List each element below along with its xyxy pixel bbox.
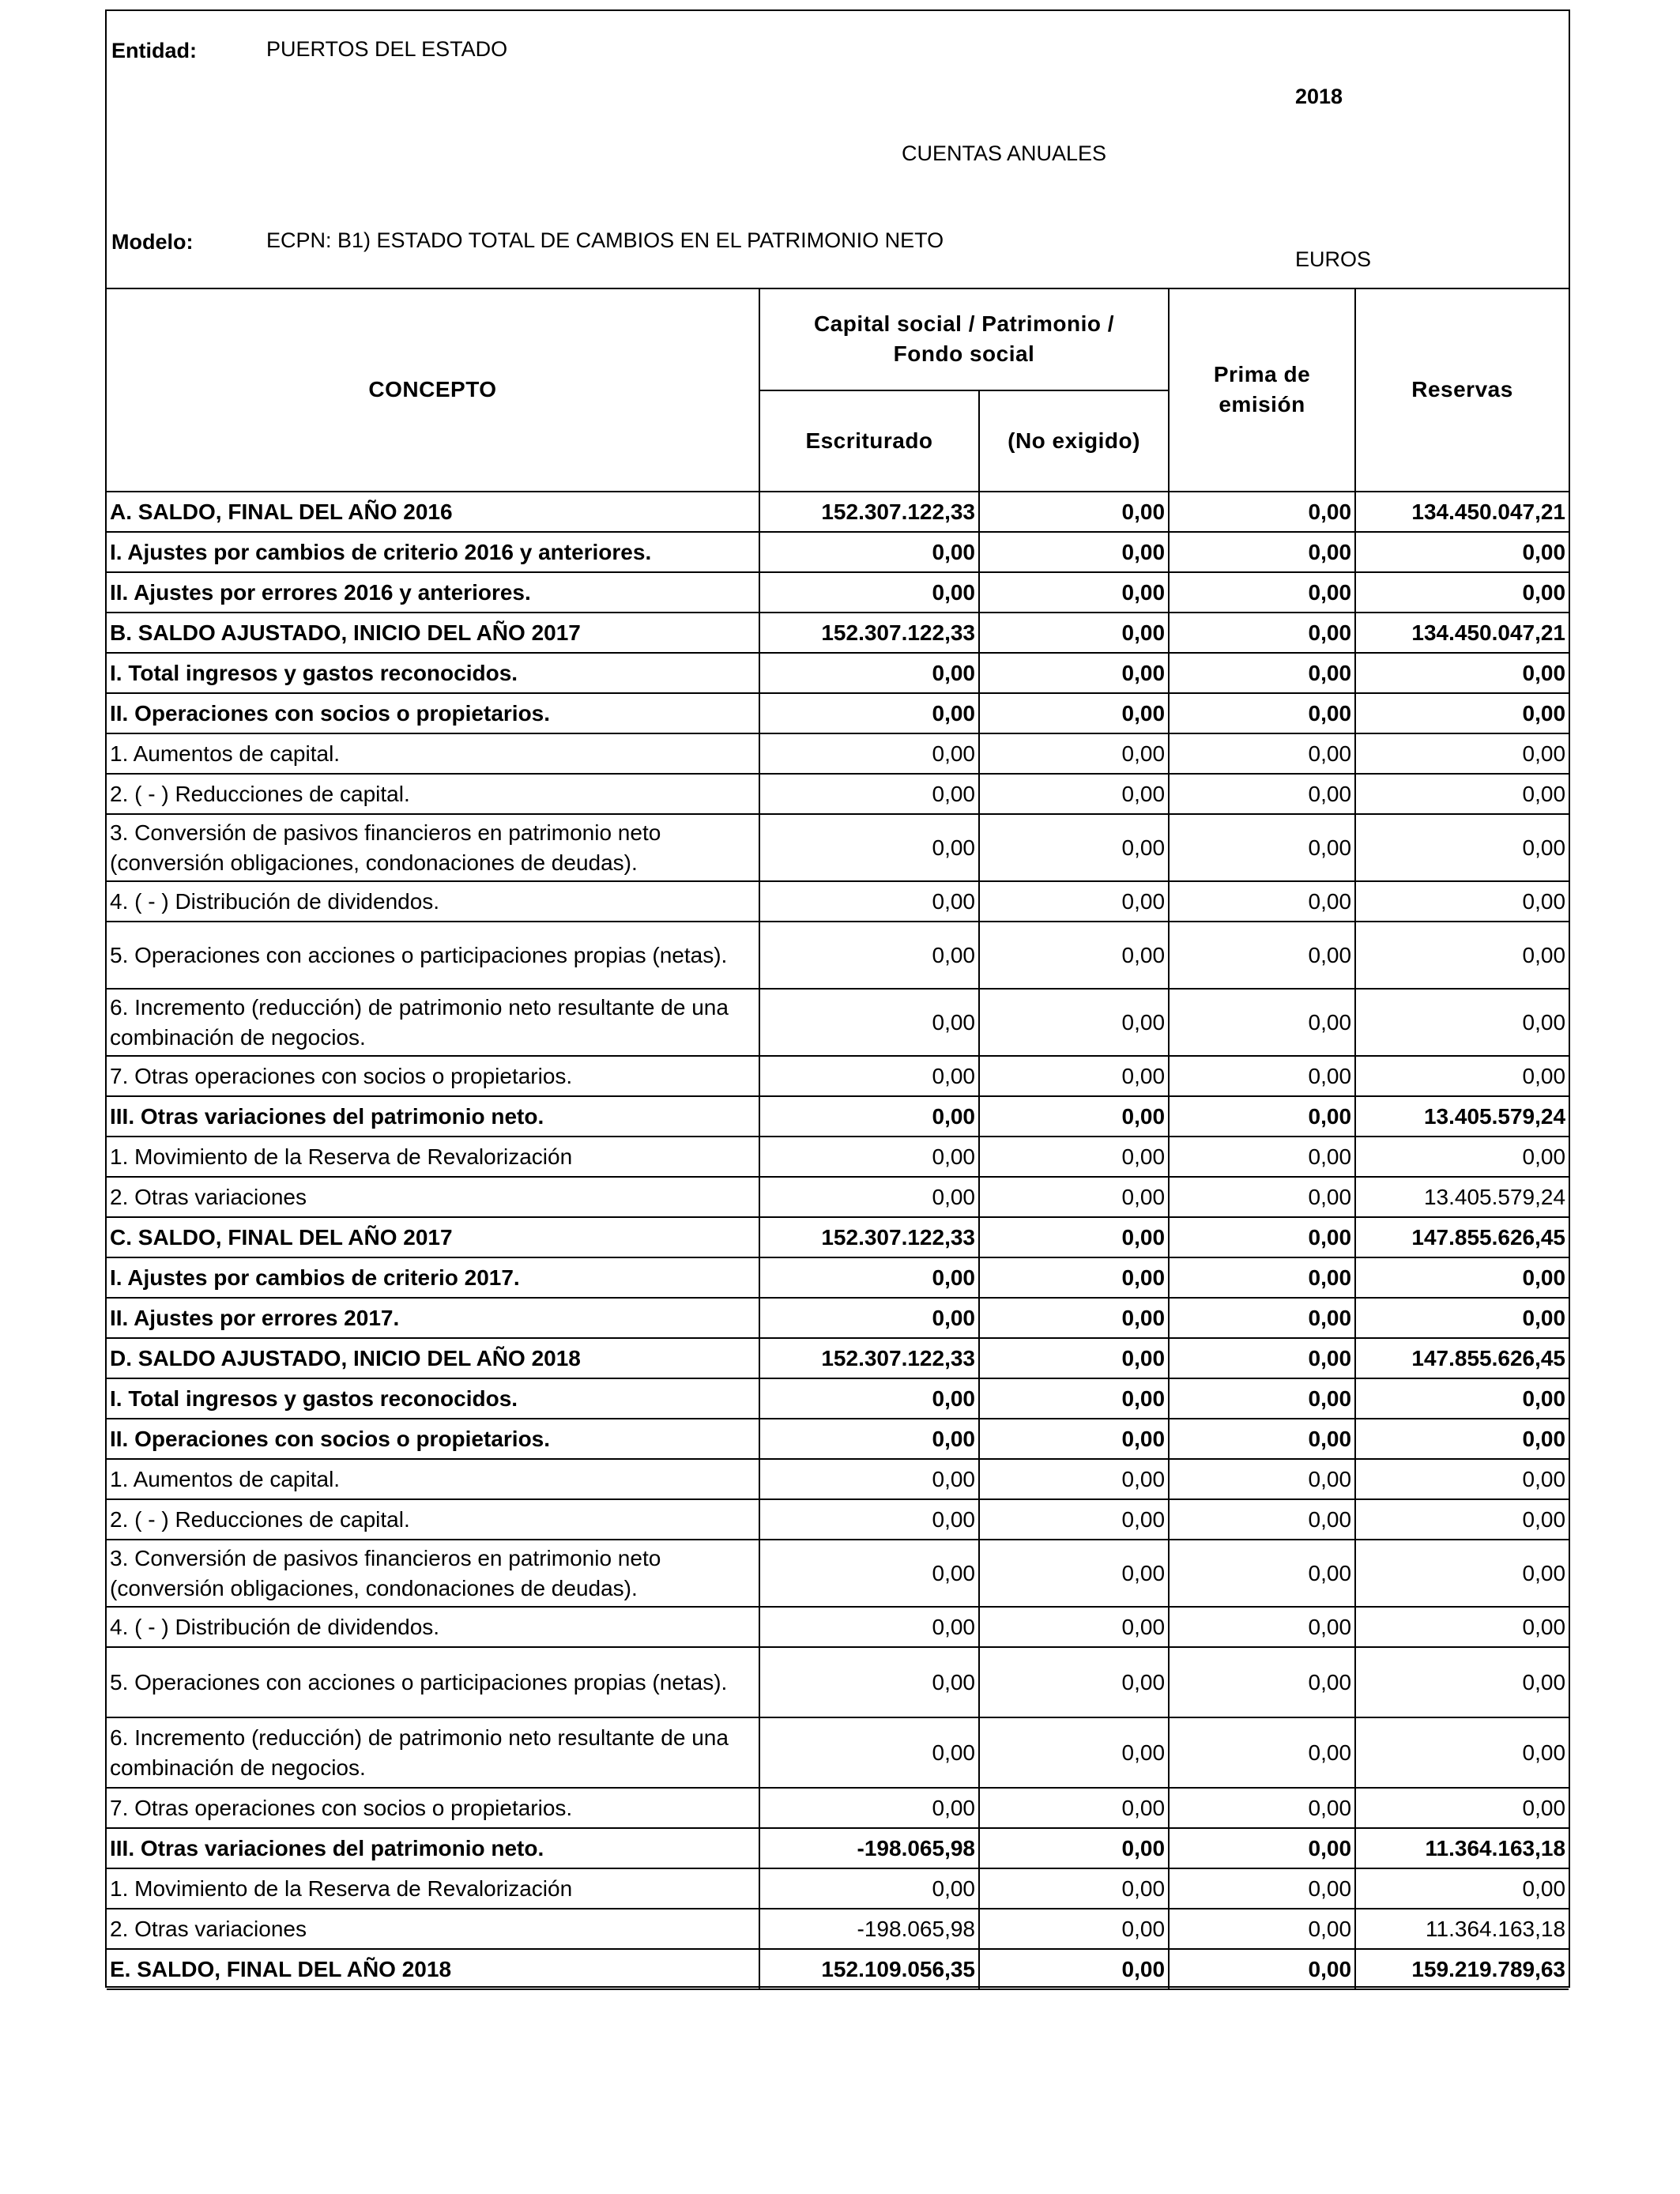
escriturado-cell: -198.065,98 — [759, 1909, 979, 1949]
entity-label: Entidad: — [111, 39, 197, 62]
no-exigido-cell: 0,00 — [979, 814, 1169, 881]
table-row — [107, 1788, 1569, 1828]
no-exigido-cell: 0,00 — [979, 1056, 1169, 1096]
table-row — [107, 1459, 1569, 1499]
table-row — [107, 774, 1569, 814]
no-exigido-cell: 0,00 — [979, 1338, 1169, 1378]
reservas-cell: 0,00 — [1355, 733, 1569, 774]
reservas-cell: 0,00 — [1355, 989, 1569, 1056]
reservas-cell: 159.219.789,63 — [1355, 1949, 1569, 1989]
no-exigido-cell: 0,00 — [979, 1607, 1169, 1647]
prima-cell: 0,00 — [1169, 1056, 1355, 1096]
concept-cell: I. Total ingresos y gastos reconocidos. — [107, 653, 759, 693]
no-exigido-cell: 0,00 — [979, 613, 1169, 653]
reservas-cell: 0,00 — [1355, 1257, 1569, 1298]
reservas-cell: 0,00 — [1355, 693, 1569, 733]
prima-cell: 0,00 — [1169, 1540, 1355, 1607]
prima-cell: 0,00 — [1169, 492, 1355, 532]
prima-cell: 0,00 — [1169, 1217, 1355, 1257]
concept-cell: 6. Incremento (reducción) de patrimonio neto resultante de una combinación de negocios. — [107, 989, 759, 1056]
reservas-cell: 0,00 — [1355, 1868, 1569, 1909]
table-row — [107, 881, 1569, 922]
escriturado-cell: 152.307.122,33 — [759, 1217, 979, 1257]
no-exigido-cell: 0,00 — [979, 693, 1169, 733]
reservas-cell: 0,00 — [1355, 572, 1569, 613]
prima-cell: 0,00 — [1169, 613, 1355, 653]
escriturado-cell: 0,00 — [759, 1419, 979, 1459]
reservas-cell: 0,00 — [1355, 1540, 1569, 1607]
prima-cell: 0,00 — [1169, 1868, 1355, 1909]
prima-cell: 0,00 — [1169, 1607, 1355, 1647]
no-exigido-cell: 0,00 — [979, 1096, 1169, 1137]
table-row — [107, 492, 1569, 532]
concept-cell: II. Ajustes por errores 2017. — [107, 1298, 759, 1338]
concept-cell: 4. ( - ) Distribución de dividendos. — [107, 1607, 759, 1647]
concept-cell: 1. Movimiento de la Reserva de Revalorización — [107, 1868, 759, 1909]
concept-cell: 7. Otras operaciones con socios o propietarios. — [107, 1788, 759, 1828]
no-exigido-cell: 0,00 — [979, 1137, 1169, 1177]
no-exigido-cell: 0,00 — [979, 492, 1169, 532]
table-row — [107, 1298, 1569, 1338]
concept-cell: III. Otras variaciones del patrimonio neto. — [107, 1828, 759, 1868]
no-exigido-cell: 0,00 — [979, 1419, 1169, 1459]
reservas-cell: 0,00 — [1355, 881, 1569, 922]
concept-cell: B. SALDO AJUSTADO, INICIO DEL AÑO 2017 — [107, 613, 759, 653]
reservas-cell: 11.364.163,18 — [1355, 1828, 1569, 1868]
escriturado-cell: 0,00 — [759, 922, 979, 989]
col-header-escriturado: Escriturado — [759, 390, 979, 492]
escriturado-cell: 0,00 — [759, 532, 979, 572]
prima-cell: 0,00 — [1169, 989, 1355, 1056]
no-exigido-cell: 0,00 — [979, 1378, 1169, 1419]
model-value: ECPN: B1) ESTADO TOTAL DE CAMBIOS EN EL PATRIMONIO NETO — [266, 228, 944, 252]
prima-cell: 0,00 — [1169, 1459, 1355, 1499]
table-row — [107, 1828, 1569, 1868]
prima-cell: 0,00 — [1169, 1499, 1355, 1540]
no-exigido-cell: 0,00 — [979, 572, 1169, 613]
no-exigido-cell: 0,00 — [979, 653, 1169, 693]
table-row — [107, 613, 1569, 653]
escriturado-cell: 0,00 — [759, 1056, 979, 1096]
reservas-cell: 147.855.626,45 — [1355, 1217, 1569, 1257]
no-exigido-cell: 0,00 — [979, 1217, 1169, 1257]
escriturado-cell: 0,00 — [759, 1647, 979, 1717]
escriturado-cell: 0,00 — [759, 1096, 979, 1137]
col-header-concepto: CONCEPTO — [107, 288, 759, 492]
no-exigido-cell: 0,00 — [979, 1540, 1169, 1607]
no-exigido-cell: 0,00 — [979, 881, 1169, 922]
prima-cell: 0,00 — [1169, 572, 1355, 613]
table-row — [107, 572, 1569, 613]
escriturado-cell: 0,00 — [759, 1788, 979, 1828]
reservas-cell: 0,00 — [1355, 1788, 1569, 1828]
table-row — [107, 1949, 1569, 1989]
equity-changes-table — [107, 288, 1569, 1990]
escriturado-cell: 0,00 — [759, 774, 979, 814]
escriturado-cell: 0,00 — [759, 1137, 979, 1177]
reservas-cell: 0,00 — [1355, 1717, 1569, 1788]
table-row — [107, 1868, 1569, 1909]
reservas-cell: 0,00 — [1355, 814, 1569, 881]
prima-cell: 0,00 — [1169, 1257, 1355, 1298]
prima-cell: 0,00 — [1169, 774, 1355, 814]
concept-cell: A. SALDO, FINAL DEL AÑO 2016 — [107, 492, 759, 532]
escriturado-cell: 0,00 — [759, 733, 979, 774]
reservas-cell: 0,00 — [1355, 1298, 1569, 1338]
escriturado-cell: 0,00 — [759, 989, 979, 1056]
table-row — [107, 532, 1569, 572]
model-label: Modelo: — [111, 230, 194, 254]
concept-cell: 1. Aumentos de capital. — [107, 733, 759, 774]
prima-cell: 0,00 — [1169, 653, 1355, 693]
escriturado-cell: 0,00 — [759, 572, 979, 613]
prima-cell: 0,00 — [1169, 1647, 1355, 1717]
escriturado-cell: 0,00 — [759, 1378, 979, 1419]
escriturado-cell: 152.307.122,33 — [759, 1338, 979, 1378]
no-exigido-cell: 0,00 — [979, 1909, 1169, 1949]
escriturado-cell: 0,00 — [759, 814, 979, 881]
concept-cell: 4. ( - ) Distribución de dividendos. — [107, 881, 759, 922]
escriturado-cell: 0,00 — [759, 1499, 979, 1540]
table-row — [107, 1338, 1569, 1378]
table-row — [107, 1499, 1569, 1540]
no-exigido-cell: 0,00 — [979, 733, 1169, 774]
prima-cell: 0,00 — [1169, 1788, 1355, 1828]
prima-cell: 0,00 — [1169, 733, 1355, 774]
reservas-cell: 0,00 — [1355, 1459, 1569, 1499]
reservas-cell: 0,00 — [1355, 653, 1569, 693]
prima-cell: 0,00 — [1169, 1949, 1355, 1989]
no-exigido-cell: 0,00 — [979, 1949, 1169, 1989]
statement-header — [107, 11, 1569, 289]
prima-cell: 0,00 — [1169, 1338, 1355, 1378]
reservas-cell: 0,00 — [1355, 922, 1569, 989]
no-exigido-cell: 0,00 — [979, 1717, 1169, 1788]
table-row — [107, 1096, 1569, 1137]
no-exigido-cell: 0,00 — [979, 1828, 1169, 1868]
reservas-cell: 0,00 — [1355, 1378, 1569, 1419]
prima-cell: 0,00 — [1169, 1096, 1355, 1137]
reservas-cell: 13.405.579,24 — [1355, 1177, 1569, 1217]
concept-cell: I. Ajustes por cambios de criterio 2017. — [107, 1257, 759, 1298]
prima-cell: 0,00 — [1169, 1137, 1355, 1177]
escriturado-cell: 0,00 — [759, 1298, 979, 1338]
escriturado-cell: 0,00 — [759, 653, 979, 693]
no-exigido-cell: 0,00 — [979, 922, 1169, 989]
table-row — [107, 1607, 1569, 1647]
statement-frame — [105, 9, 1570, 1988]
concept-cell: 2. Otras variaciones — [107, 1177, 759, 1217]
table-row — [107, 814, 1569, 881]
concept-cell: 2. ( - ) Reducciones de capital. — [107, 774, 759, 814]
reservas-cell: 147.855.626,45 — [1355, 1338, 1569, 1378]
reservas-cell: 11.364.163,18 — [1355, 1909, 1569, 1949]
concept-cell: 7. Otras operaciones con socios o propietarios. — [107, 1056, 759, 1096]
escriturado-cell: 0,00 — [759, 1177, 979, 1217]
prima-cell: 0,00 — [1169, 922, 1355, 989]
concept-cell: II. Operaciones con socios o propietarios. — [107, 693, 759, 733]
concept-cell: III. Otras variaciones del patrimonio neto. — [107, 1096, 759, 1137]
concept-cell: 6. Incremento (reducción) de patrimonio neto resultante de una combinación de negocios. — [107, 1717, 759, 1788]
escriturado-cell: 0,00 — [759, 1459, 979, 1499]
reservas-cell: 0,00 — [1355, 1647, 1569, 1717]
col-header-no-exigido: (No exigido) — [979, 390, 1169, 492]
prima-cell: 0,00 — [1169, 814, 1355, 881]
concept-cell: 3. Conversión de pasivos financieros en patrimonio neto (conversión obligaciones, condonaciones de deudas). — [107, 814, 759, 881]
reservas-cell: 0,00 — [1355, 1056, 1569, 1096]
table-row — [107, 1056, 1569, 1096]
reservas-cell: 0,00 — [1355, 532, 1569, 572]
table-row — [107, 1177, 1569, 1217]
prima-cell: 0,00 — [1169, 1378, 1355, 1419]
table-row — [107, 733, 1569, 774]
reservas-cell: 0,00 — [1355, 1607, 1569, 1647]
no-exigido-cell: 0,00 — [979, 1499, 1169, 1540]
table-row — [107, 1647, 1569, 1717]
prima-cell: 0,00 — [1169, 1717, 1355, 1788]
escriturado-cell: 0,00 — [759, 1717, 979, 1788]
prima-cell: 0,00 — [1169, 1177, 1355, 1217]
table-row — [107, 1137, 1569, 1177]
table-row — [107, 922, 1569, 989]
table-row — [107, 1217, 1569, 1257]
reservas-cell: 0,00 — [1355, 1419, 1569, 1459]
escriturado-cell: 0,00 — [759, 1540, 979, 1607]
prima-cell: 0,00 — [1169, 1828, 1355, 1868]
col-header-prima: Prima de emisión — [1169, 288, 1355, 492]
concept-cell: D. SALDO AJUSTADO, INICIO DEL AÑO 2018 — [107, 1338, 759, 1378]
concept-cell: 2. Otras variaciones — [107, 1909, 759, 1949]
reservas-cell: 0,00 — [1355, 1499, 1569, 1540]
escriturado-cell: 0,00 — [759, 1257, 979, 1298]
concept-cell: II. Ajustes por errores 2016 y anteriores. — [107, 572, 759, 613]
concept-cell: 2. ( - ) Reducciones de capital. — [107, 1499, 759, 1540]
table-row — [107, 1717, 1569, 1788]
prima-cell: 0,00 — [1169, 532, 1355, 572]
escriturado-cell: 152.109.056,35 — [759, 1949, 979, 1989]
prima-cell: 0,00 — [1169, 1909, 1355, 1949]
no-exigido-cell: 0,00 — [979, 1868, 1169, 1909]
escriturado-cell: -198.065,98 — [759, 1828, 979, 1868]
escriturado-cell: 0,00 — [759, 881, 979, 922]
table-row — [107, 989, 1569, 1056]
concept-cell: 5. Operaciones con acciones o participaciones propias (netas). — [107, 1647, 759, 1717]
table-row — [107, 1257, 1569, 1298]
concept-cell: E. SALDO, FINAL DEL AÑO 2018 — [107, 1949, 759, 1989]
table-row — [107, 1419, 1569, 1459]
reservas-cell: 134.450.047,21 — [1355, 613, 1569, 653]
escriturado-cell: 0,00 — [759, 1868, 979, 1909]
prima-cell: 0,00 — [1169, 693, 1355, 733]
concept-cell: C. SALDO, FINAL DEL AÑO 2017 — [107, 1217, 759, 1257]
year: 2018 — [1295, 85, 1343, 108]
table-row — [107, 1540, 1569, 1607]
reservas-cell: 0,00 — [1355, 1137, 1569, 1177]
col-header-capital: Capital social / Patrimonio / Fondo social — [759, 288, 1169, 390]
prima-cell: 0,00 — [1169, 881, 1355, 922]
escriturado-cell: 0,00 — [759, 693, 979, 733]
prima-cell: 0,00 — [1169, 1298, 1355, 1338]
no-exigido-cell: 0,00 — [979, 1459, 1169, 1499]
concept-cell: I. Ajustes por cambios de criterio 2016 y anteriores. — [107, 532, 759, 572]
concept-cell: 5. Operaciones con acciones o participaciones propias (netas). — [107, 922, 759, 989]
concept-cell: 3. Conversión de pasivos financieros en patrimonio neto (conversión obligaciones, condonaciones de deudas). — [107, 1540, 759, 1607]
table-row — [107, 693, 1569, 733]
subtitle: CUENTAS ANUALES — [902, 141, 1107, 165]
no-exigido-cell: 0,00 — [979, 1788, 1169, 1828]
currency: EUROS — [1295, 247, 1372, 271]
no-exigido-cell: 0,00 — [979, 1647, 1169, 1717]
concept-cell: I. Total ingresos y gastos reconocidos. — [107, 1378, 759, 1419]
reservas-cell: 134.450.047,21 — [1355, 492, 1569, 532]
concept-cell: 1. Movimiento de la Reserva de Revalorización — [107, 1137, 759, 1177]
reservas-cell: 0,00 — [1355, 774, 1569, 814]
prima-cell: 0,00 — [1169, 1419, 1355, 1459]
no-exigido-cell: 0,00 — [979, 1298, 1169, 1338]
escriturado-cell: 152.307.122,33 — [759, 613, 979, 653]
entity-value: PUERTOS DEL ESTADO — [266, 37, 508, 61]
table-row — [107, 1378, 1569, 1419]
no-exigido-cell: 0,00 — [979, 774, 1169, 814]
concept-cell: II. Operaciones con socios o propietarios. — [107, 1419, 759, 1459]
no-exigido-cell: 0,00 — [979, 1177, 1169, 1217]
no-exigido-cell: 0,00 — [979, 1257, 1169, 1298]
escriturado-cell: 152.307.122,33 — [759, 492, 979, 532]
escriturado-cell: 0,00 — [759, 1607, 979, 1647]
concept-cell: 1. Aumentos de capital. — [107, 1459, 759, 1499]
table-row — [107, 1909, 1569, 1949]
col-header-reservas: Reservas — [1355, 288, 1569, 492]
reservas-cell: 13.405.579,24 — [1355, 1096, 1569, 1137]
no-exigido-cell: 0,00 — [979, 989, 1169, 1056]
no-exigido-cell: 0,00 — [979, 532, 1169, 572]
table-row — [107, 653, 1569, 693]
